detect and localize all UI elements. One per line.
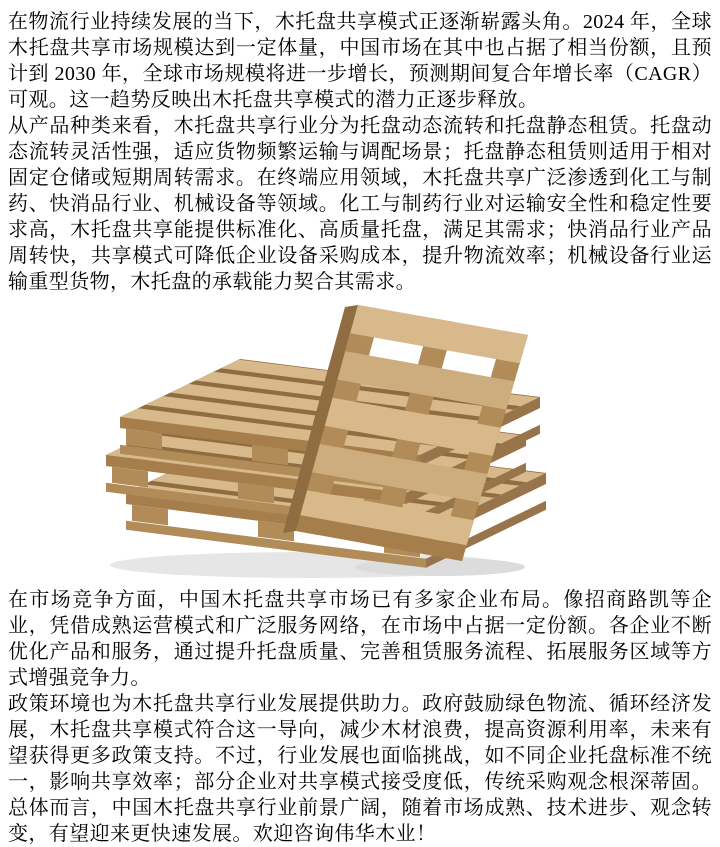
paragraph-competition: 在市场竞争方面，中国木托盘共享市场已有多家企业布局。像招商路凯等企业，凭借成熟运营模式和广泛服务网络，在市场中占据一定份额。各企业不断优化产品和服务，通过提升托盘质量、完善租赁服务流程、拓展服务区域等方式增强竞争力。 — [8, 589, 712, 689]
wooden-pallets-graphic — [100, 299, 600, 583]
paragraph-product-types: 从产品种类来看，木托盘共享行业分为托盘动态流转和托盘静态租赁。托盘动态流转灵活性强，适应货物频繁运输与调配场景；托盘静态租赁则适用于相对固定仓储或短期周转需求。在终端应用领域，木托盘共享广泛渗透到化工与制药、快消品行业、机械设备等领域。化工与制药行业对运输安全性和稳定性要求高，木托盘共享能提供标准化、高质量托盘，满足其需求；快消品行业产品周转快，共享模式可降低企业设备采购成本，提升物流效率；机械设备行业运输重型货物，木托盘的承载能力契合其需求。 — [8, 115, 712, 293]
wooden-pallets-image — [100, 299, 600, 583]
leaning-pallet — [283, 305, 528, 561]
paragraph-market-overview: 在物流行业持续发展的当下，木托盘共享模式正逐渐崭露头角。2024 年，全球木托盘共享市场规模达到一定体量，中国市场在其中也占据了相当份额，且预计到 2030 年，全球市场规模将进一步增长，预测期间复合年增长率（CAGR）可观。这一趋势反映出木托盘共享模式的潜力正逐步释放。 — [8, 11, 712, 111]
paragraph-policy-outlook: 政策环境也为木托盘共享行业发展提供助力。政府鼓励绿色物流、循环经济发展，木托盘共享模式符合这一导向，减少木材浪费，提高资源利用率，未来有望获得更多政策支持。不过，行业发展也面临挑战，如不同企业托盘标准不统一，影响共享效率；部分企业对共享模式接受度低，传统采购观念根深蒂固。总体而言，中国木托盘共享行业前景广阔，随着市场成熟、技术进步、观念转变，有望迎来更快速发展。欢迎咨询伟华木业！ — [8, 693, 712, 845]
